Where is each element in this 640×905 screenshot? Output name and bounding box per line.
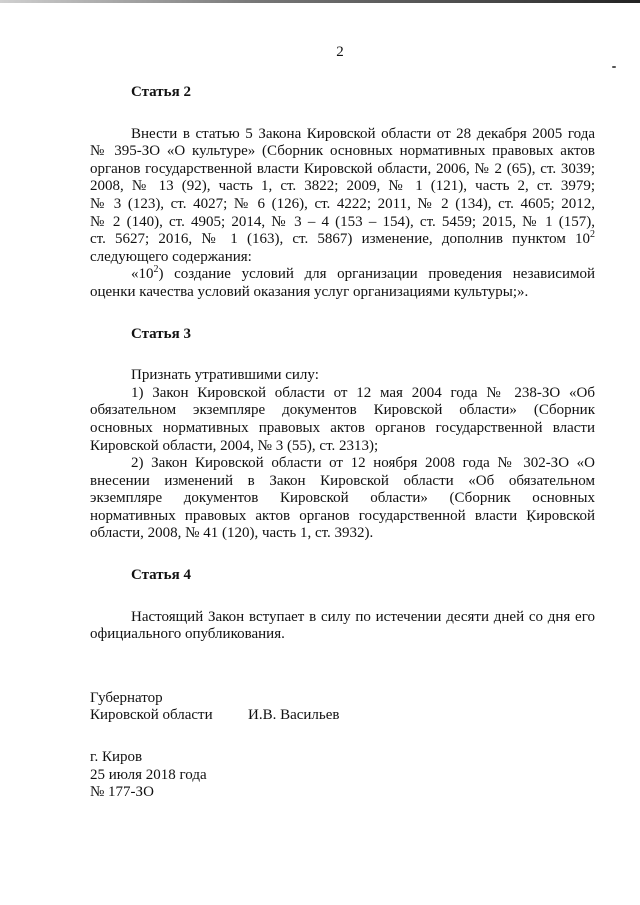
scan-top-border <box>0 0 640 3</box>
article-2-line: Внести в статью 5 Закона Кировской области от 28 декабря 2005 года <box>131 125 595 142</box>
article-2-line: № 3 (123), ст. 4027; № 6 (126), ст. 4222; 2011, № 2 (134), ст. 4605; 2012, <box>90 195 595 212</box>
article-2-line: следующего содержания: <box>90 248 252 265</box>
signature-title-line-2 <box>90 707 595 725</box>
article-3-item-1-line: обязательном экземпляре документов Кировской области» (Сборник <box>90 402 595 419</box>
article-3-heading: Статья 3 <box>131 325 191 342</box>
article-4-line: официального опубликования. <box>90 626 285 643</box>
governor-title: Губернатор <box>90 689 163 706</box>
article-3-item-2-line: области, 2008, № 41 (120), часть 1, ст. 3932). <box>90 525 374 542</box>
law-number: № 177-ЗО <box>90 784 154 801</box>
region-name: Кировской области <box>90 707 213 724</box>
article-3-item-2-line: экземпляре документов Кировской области» (Сборник основных <box>90 490 595 507</box>
signing-date: 25 июля 2018 года <box>90 766 207 783</box>
article-3-intro: Признать утратившими силу: <box>131 367 319 384</box>
article-3-item-1-line: 1) Закон Кировской области от 12 мая 2004 года № 238-ЗО «Об <box>131 384 595 401</box>
article-2-line: ст. 5627; 2016, № 1 (163), ст. 5867) изменение, дополнив пунктом 10 <box>90 231 590 248</box>
superscript: 2 <box>153 264 159 276</box>
superscript: 2 <box>590 229 595 241</box>
signature-title-line-1 <box>90 690 595 708</box>
city: г. Киров <box>90 749 143 766</box>
article-2-line: № 2 (140), ст. 4905; 2014, № 3 – 4 (153 – 154), ст. 5459; 2015, № 1 (157), <box>90 213 595 230</box>
article-3-item-2-line: нормативных правовых актов органов государственной власти Кировской <box>90 507 595 524</box>
article-2-line: 2008, № 13 (92), часть 1, ст. 3822; 2009, № 1 (121), часть 2, ст. 3979; <box>90 178 595 195</box>
article-3-item-2-line: внесении изменений в Закон Кировской области «Об обязательном <box>90 472 595 489</box>
article-2-line: № 395-ЗО «О культуре» (Сборник основных нормативных правовых актов <box>90 143 595 160</box>
quoted-point <box>90 266 595 284</box>
signatory-name: И.В. Васильев <box>248 707 340 724</box>
article-4-heading: Статья 4 <box>131 567 191 584</box>
article-2-heading: Статья 2 <box>131 84 191 100</box>
page-number: 2 <box>336 44 344 60</box>
article-3-item-1-line: основных нормативных правовых актов органов государственной власти <box>90 419 595 436</box>
article-2-line-with-sup <box>90 231 595 249</box>
article-4-line: Настоящий Закон вступает в силу по истечении десяти дней со дня его <box>131 608 595 625</box>
article-3-item-1-line: Кировской области, 2004, № 3 (55), ст. 2313); <box>90 437 379 454</box>
scan-speck <box>612 66 616 68</box>
quote-text: ) создание условий для организации проведения независимой <box>158 266 595 283</box>
quote-line: оценки качества условий оказания услуг организациями культуры;». <box>90 283 529 300</box>
document-body <box>90 84 595 802</box>
quote-start: «10 <box>131 266 154 283</box>
article-3-item-2-line: 2) Закон Кировской области от 12 ноября 2008 года № 302-ЗО «О <box>131 455 595 472</box>
article-2-line: органов государственной власти Кировской области, 2006, № 2 (65), ст. 3039; <box>90 160 595 177</box>
